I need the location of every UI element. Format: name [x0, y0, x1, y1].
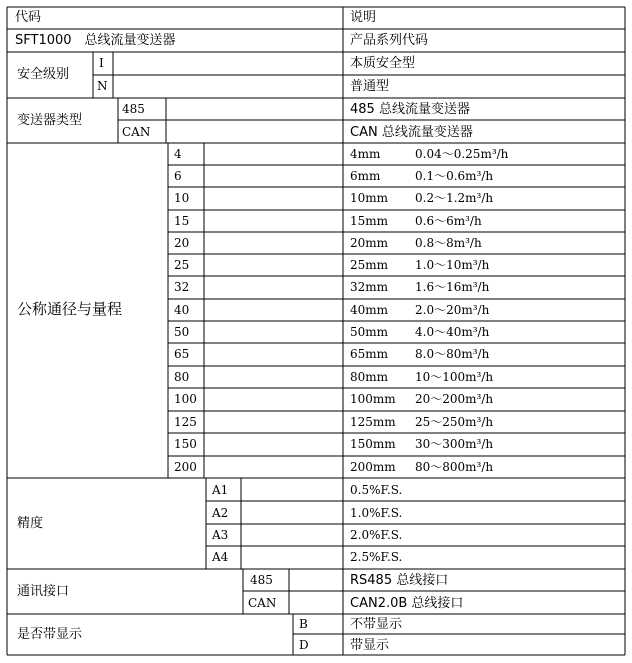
accuracy-code-a3: A3 — [212, 528, 229, 542]
transmitter-label: 变送器类型 — [17, 113, 83, 128]
transmitter-description-can: CAN 总线流量变送器 — [350, 125, 473, 140]
diameter-code: 125 — [174, 415, 197, 429]
display-description-d: 带显示 — [350, 638, 390, 653]
product-description: 产品系列代码 — [350, 33, 429, 48]
display-label: 是否带显示 — [17, 627, 83, 642]
diameter-code: 10 — [174, 191, 190, 205]
diameter-size: 100mm — [350, 392, 396, 406]
display-description-b: 不带显示 — [350, 617, 403, 632]
safety-label: 安全级别 — [17, 67, 70, 82]
diameter-size: 200mm — [350, 460, 396, 474]
interface-code-can: CAN — [248, 596, 277, 610]
diameter-code: 4 — [174, 147, 182, 161]
diameter-code: 40 — [174, 303, 190, 317]
header-code-label: 代码 — [15, 10, 42, 25]
diameter-code: 100 — [174, 392, 197, 406]
diameter-code: 65 — [174, 347, 190, 361]
diameter-code: 80 — [174, 370, 190, 384]
diameter-range: 30～300m³/h — [415, 437, 494, 451]
accuracy-description-a4: 2.5%F.S. — [350, 550, 403, 564]
diameter-code: 200 — [174, 460, 197, 474]
diameter-size: 40mm — [350, 303, 389, 317]
diameter-size: 80mm — [350, 370, 389, 384]
diameter-size: 50mm — [350, 325, 389, 339]
interface-description-485: RS485 总线接口 — [350, 573, 449, 588]
diameter-size: 65mm — [350, 347, 389, 361]
transmitter-code-can: CAN — [122, 125, 151, 139]
diameter-size: 15mm — [350, 214, 389, 228]
accuracy-description-a1: 0.5%F.S. — [350, 483, 403, 497]
diameter-range: 0.1～0.6m³/h — [415, 169, 494, 183]
interface-code-485: 485 — [250, 573, 273, 587]
diameter-range: 20～200m³/h — [415, 392, 494, 406]
diameter-range: 0.04～0.25m³/h — [415, 147, 509, 161]
diameter-range: 2.0～20m³/h — [415, 303, 490, 317]
diameter-size: 4mm — [350, 147, 381, 161]
transmitter-description-485: 485 总线流量变送器 — [350, 102, 470, 117]
diameter-range: 8.0～80m³/h — [415, 347, 490, 361]
accuracy-description-a3: 2.0%F.S. — [350, 528, 403, 542]
accuracy-code-a4: A4 — [212, 550, 229, 564]
safety-description-n: 普通型 — [350, 79, 390, 94]
transmitter-code-485: 485 — [122, 102, 145, 116]
diameter-code: 150 — [174, 437, 197, 451]
safety-code-i: I — [99, 56, 104, 70]
display-code-b: B — [299, 617, 308, 631]
diameter-range: 80～800m³/h — [415, 460, 494, 474]
diameter-range: 10～100m³/h — [415, 370, 494, 384]
diameter-range: 0.8～8m³/h — [415, 236, 482, 250]
diameter-range: 0.6～6m³/h — [415, 214, 482, 228]
diameter-size: 32mm — [350, 280, 389, 294]
diameter-label: 公称通径与量程 — [17, 300, 123, 318]
diameter-code: 15 — [174, 214, 190, 228]
diameter-range: 1.6～16m³/h — [415, 280, 490, 294]
diameter-code: 32 — [174, 280, 190, 294]
accuracy-code-a1: A1 — [212, 483, 229, 497]
accuracy-description-a2: 1.0%F.S. — [350, 506, 403, 520]
diameter-range: 25～250m³/h — [415, 415, 494, 429]
interface-description-can: CAN2.0B 总线接口 — [350, 596, 464, 611]
diameter-size: 125mm — [350, 415, 396, 429]
safety-code-n: N — [97, 79, 108, 93]
diameter-range: 0.2～1.2m³/h — [415, 191, 494, 205]
accuracy-label: 精度 — [17, 516, 44, 531]
diameter-range: 4.0～40m³/h — [415, 325, 490, 339]
diameter-code: 50 — [174, 325, 190, 339]
diameter-size: 25mm — [350, 258, 389, 272]
diameter-size: 150mm — [350, 437, 396, 451]
diameter-size: 6mm — [350, 169, 381, 183]
interface-label: 通讯接口 — [17, 584, 70, 599]
diameter-range: 1.0～10m³/h — [415, 258, 490, 272]
display-code-d: D — [299, 638, 309, 652]
diameter-size: 10mm — [350, 191, 389, 205]
header-description-label: 说明 — [350, 10, 377, 25]
accuracy-code-a2: A2 — [212, 506, 229, 520]
diameter-code: 25 — [174, 258, 190, 272]
diameter-code: 20 — [174, 236, 190, 250]
diameter-size: 20mm — [350, 236, 389, 250]
safety-description-i: 本质安全型 — [350, 56, 416, 71]
diameter-code: 6 — [174, 169, 182, 183]
product-code: SFT1000 总线流量变送器 — [15, 33, 176, 48]
